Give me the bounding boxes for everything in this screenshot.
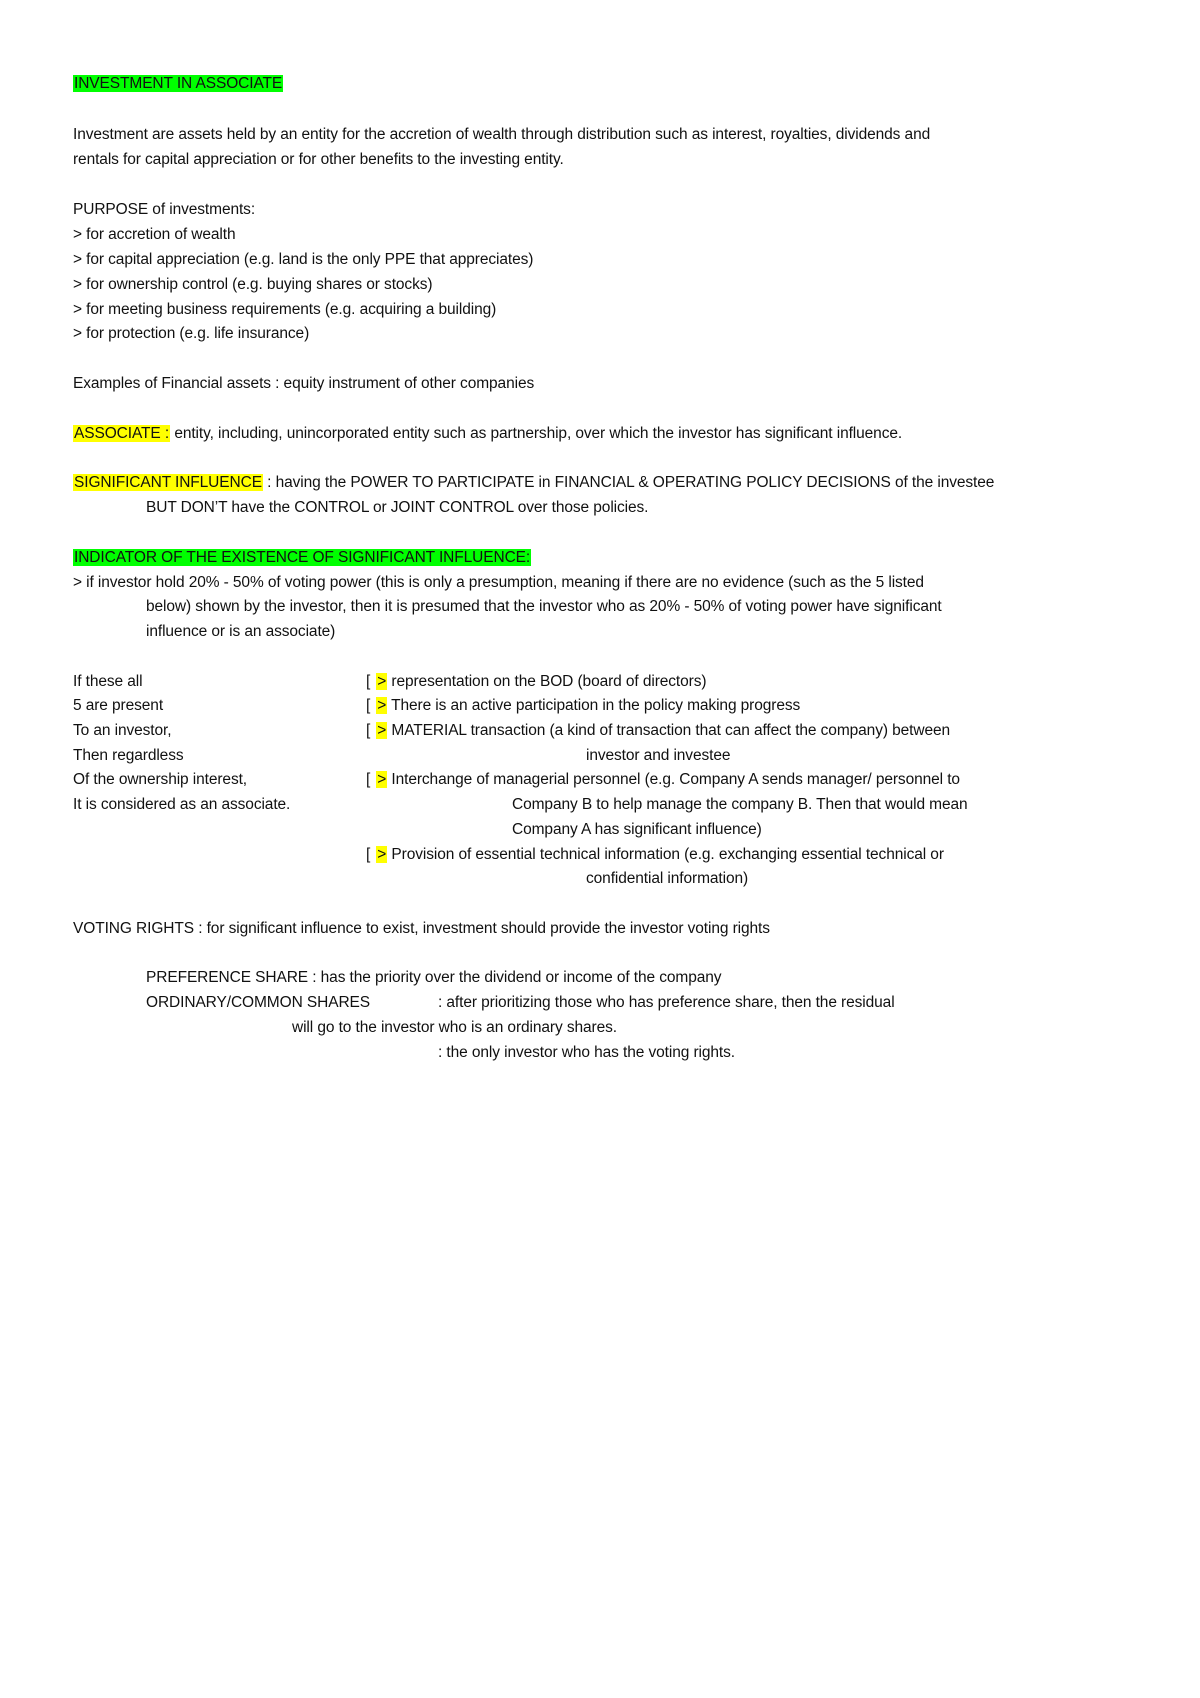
indicator-item-continuation: investor and investee [586, 747, 731, 764]
document-title [73, 74, 283, 94]
preference-share-line: PREFERENCE SHARE : has the priority over the dividend or income of the company [146, 969, 722, 986]
significant-influence-line-2: BUT DON’T have the CONTROL or JOINT CONTROL over those policies. [146, 499, 649, 516]
ordinary-shares-label: ORDINARY/COMMON SHARES [146, 994, 371, 1011]
arrow-marker: > [377, 697, 387, 714]
ordinary-shares-voting: : the only investor who has the voting rights. [438, 1044, 735, 1061]
arrow-marker: > [377, 673, 387, 690]
five-indicators-left-text: 5 are present [73, 697, 164, 714]
five-indicators-left-text: It is considered as an associate. [73, 796, 291, 813]
five-indicators-left-text: To an investor, [73, 722, 172, 739]
associate-term: ASSOCIATE : [74, 425, 170, 442]
associate-definition-text: entity, including, unincorporated entity such as partnership, over which the investor has significant influence. [174, 425, 903, 442]
indicator-heading [73, 548, 531, 568]
intro-line-1: Investment are assets held by an entity for the accretion of wealth through distribution such as interest, royalties, dividends and [73, 126, 931, 143]
indicator-line-2: below) shown by the investor, then it is presumed that the investor who as 20% - 50% of voting power have significant [146, 598, 942, 615]
purpose-item: > for ownership control (e.g. buying shares or stocks) [73, 276, 433, 293]
indicator-line-3: influence or is an associate) [146, 623, 336, 640]
arrow-marker: > [377, 722, 387, 739]
significant-influence-definition [73, 473, 994, 493]
indicator-item-continuation: Company A has significant influence) [512, 821, 762, 838]
indicator-item-interchange [366, 770, 960, 790]
five-indicators-left-text: Of the ownership interest, [73, 771, 248, 788]
bracket: [ [366, 771, 371, 788]
indicator-item-text: There is an active participation in the policy making progress [391, 697, 801, 714]
indicator-item-technical-information [366, 845, 944, 865]
examples-line: Examples of Financial assets : equity instrument of other companies [73, 375, 535, 392]
purpose-item: > for meeting business requirements (e.g. acquiring a building) [73, 301, 497, 318]
bracket: [ [366, 846, 371, 863]
indicator-item-text: MATERIAL transaction (a kind of transaction that can affect the company) between [391, 722, 951, 739]
five-indicators-left-text: If these all [73, 673, 143, 690]
bracket: [ [366, 722, 371, 739]
purpose-item: > for capital appreciation (e.g. land is the only PPE that appreciates) [73, 251, 534, 268]
purpose-item: > for protection (e.g. life insurance) [73, 325, 310, 342]
title-highlight: INVESTMENT IN ASSOCIATE [74, 75, 283, 92]
indicator-item-material-transaction [366, 721, 950, 741]
indicator-line-1: > if investor hold 20% - 50% of voting power (this is only a presumption, meaning if there are no evidence (such as the 5 listed [73, 574, 924, 591]
purpose-heading: PURPOSE of investments: [73, 201, 256, 218]
ordinary-shares-continuation: will go to the investor who is an ordinary shares. [292, 1019, 617, 1036]
ordinary-shares-text: : after prioritizing those who has preference share, then the residual [438, 994, 895, 1011]
bracket: [ [366, 697, 371, 714]
arrow-marker: > [377, 771, 387, 788]
indicator-heading-highlight: INDICATOR OF THE EXISTENCE OF SIGNIFICANT INFLUENCE: [74, 549, 531, 566]
five-indicators-left-text: Then regardless [73, 747, 184, 764]
indicator-item-text: representation on the BOD (board of directors) [391, 673, 707, 690]
indicator-item-continuation: confidential information) [586, 870, 749, 887]
indicator-item-participation [366, 696, 800, 716]
purpose-item: > for accretion of wealth [73, 226, 236, 243]
associate-definition [73, 424, 902, 444]
indicator-item-continuation: Company B to help manage the company B. Then that would mean [512, 796, 968, 813]
significant-influence-text: : having the POWER TO PARTICIPATE in FINANCIAL & OPERATING POLICY DECISIONS of the investee [267, 474, 995, 491]
arrow-marker: > [377, 846, 387, 863]
significant-influence-term: SIGNIFICANT INFLUENCE [74, 474, 262, 491]
indicator-item-text: Interchange of managerial personnel (e.g. Company A sends manager/ personnel to [391, 771, 960, 788]
intro-line-2: rentals for capital appreciation or for other benefits to the investing entity. [73, 151, 564, 168]
indicator-item-representation [366, 672, 706, 692]
voting-rights-line: VOTING RIGHTS : for significant influence to exist, investment should provide the investor voting rights [73, 920, 770, 937]
bracket: [ [366, 673, 371, 690]
indicator-item-text: Provision of essential technical information (e.g. exchanging essential technical or [391, 846, 944, 863]
